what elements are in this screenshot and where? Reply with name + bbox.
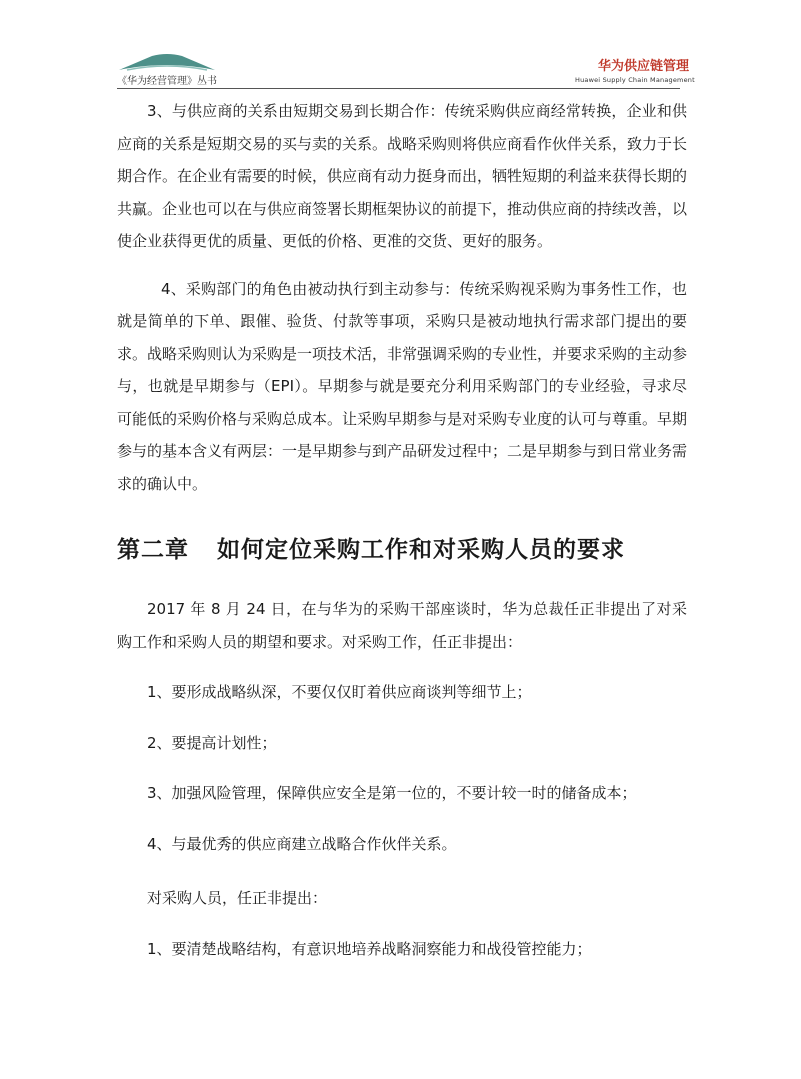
header-divider: [117, 88, 680, 89]
chapter-number: 第二章: [117, 537, 189, 563]
series-label: 《华为经营管理》丛书: [117, 76, 217, 87]
brand-subtitle: Huawei Supply Chain Management: [575, 76, 695, 84]
page-header: [0, 0, 801, 95]
chapter-title: 如何定位采购工作和对采购人员的要求: [217, 537, 625, 563]
paragraph-purchasing-role: 4、采购部门的角色由被动执行到主动参与：传统采购视采购为事务性工作，也就是简单的下单、跟催、验货、付款等事项，采购只是被动地执行需求部门提出的要求。战略采购则认为采购是一项技术活，非常强调采购的专业性，并要求采购的主动参与，也就是早期参与（EPI）。早期参与就是要充分利用采购部门的专业经验，寻求尽可能低的采购价格与采购总成本。让采购早期参与是对采购专业度的认可与尊重。早期参与的基本含义有两层：一是早期参与到产品研发过程中；二是早期参与到日常业务需求的确认中。: [117, 279, 688, 493]
staff-item: 1、要清楚战略结构，有意识地培养战略洞察能力和战役管控能力；: [147, 939, 592, 958]
work-item: 4、与最优秀的供应商建立战略合作伙伴关系。: [147, 834, 457, 853]
mountain-logo-icon: [117, 52, 217, 72]
paragraph-staff-intro: 对采购人员，任正非提出：: [147, 889, 328, 907]
chapter-heading: [117, 533, 687, 567]
paragraph-intro: 2017 年 8 月 24 日，在与华为的采购干部座谈时，华为总裁任正非提出了对采购工作和采购人员的期望和要求。对采购工作，任正非提出：: [117, 600, 687, 651]
work-item: 1、要形成战略纵深，不要仅仅盯着供应商谈判等细节上；: [147, 683, 532, 701]
page-body: [117, 95, 687, 965]
paragraph-supplier-relationship: 3、与供应商的关系由短期交易到长期合作：传统采购供应商经常转换，企业和供应商的关系是短期交易的买与卖的关系。战略采购则将供应商看作伙伴关系，致力于长期合作。在企业有需要的时候，供应商有动力挺身而出，牺牲短期的利益来获得长期的共赢。企业也可以在与供应商签署长期框架协议的前提下，推动供应商的持续改善，以使企业获得更优的质量、更低的价格、更准的交货、更好的服务。: [117, 102, 688, 250]
work-item: 3、加强风险管理，保障供应安全是第一位的，不要计较一时的储备成本；: [147, 784, 637, 802]
brand-title: 华为供应链管理: [598, 59, 690, 74]
work-item: 2、要提高计划性；: [147, 733, 277, 752]
